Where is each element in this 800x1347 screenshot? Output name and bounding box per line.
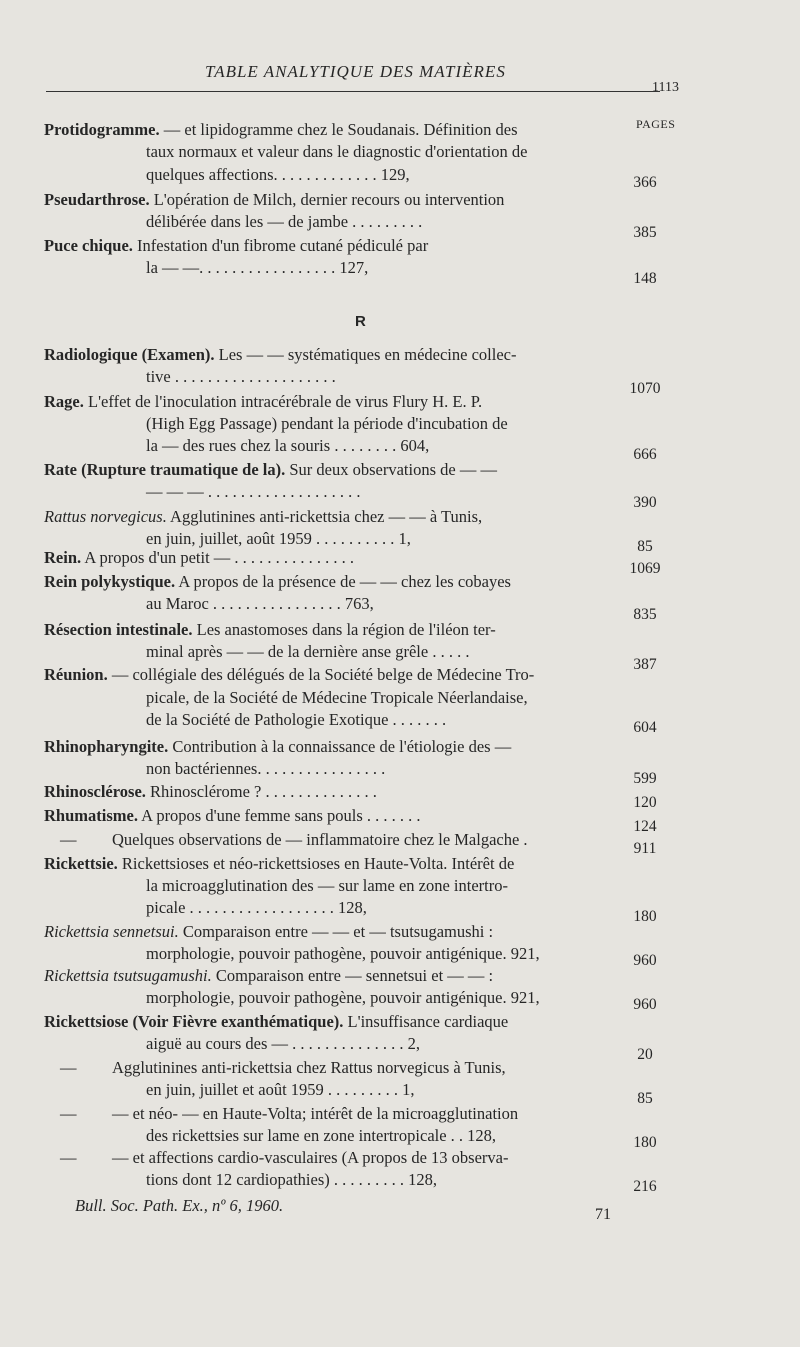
entry-text: Rickettsioses et néo-rickettsioses en Haute-Volta. Intérêt de <box>117 854 515 873</box>
index-entry-line <box>146 898 367 918</box>
repeat-dash: — <box>60 1058 77 1077</box>
entry-text: quelques affections. . . . . . . . . . . . . 129, <box>146 165 410 184</box>
entry-heading: Protidogramme. <box>44 120 160 139</box>
index-entry-line <box>146 988 540 1008</box>
entry-text: des rickettsies sur lame en zone intertropicale . . 128, <box>146 1126 497 1145</box>
index-entry-line <box>60 1104 518 1124</box>
entry-page-number: 120 <box>633 794 657 811</box>
entry-text: délibérée dans les — de jambe . . . . . . . . . <box>146 212 423 231</box>
signature-mark: 71 <box>595 1206 611 1223</box>
entry-text: aiguë au cours des — . . . . . . . . . . . . . . 2, <box>146 1034 421 1053</box>
entry-page-number: 1070 <box>629 380 661 397</box>
entry-heading: Pseudarthrose. <box>44 190 150 209</box>
index-entry-line <box>44 782 377 802</box>
entry-heading: Réunion. <box>44 665 108 684</box>
index-entry-line <box>44 236 428 256</box>
index-entry-line <box>44 572 511 592</box>
entry-text: Les — — systématiques en médecine collec- <box>214 345 517 364</box>
index-entry-line <box>146 1080 415 1100</box>
entry-text: — et affections cardio-vasculaires (A propos de 13 observa- <box>112 1148 509 1167</box>
index-entry-line <box>146 258 368 278</box>
index-entry-line <box>146 594 374 614</box>
entry-page-number: 835 <box>633 606 657 623</box>
index-entry-line <box>44 460 497 480</box>
entry-heading-italic: Rickettsia sennetsui. <box>44 922 179 941</box>
index-entry-line <box>44 190 504 210</box>
index-entry-line <box>44 665 534 685</box>
entry-text: Les anastomoses dans la région de l'iléon ter- <box>192 620 496 639</box>
index-entry-line <box>146 876 508 896</box>
header-rule <box>46 91 660 92</box>
index-entry-line <box>60 1148 508 1168</box>
repeat-dash: — <box>60 1148 77 1167</box>
entry-heading: Rein. <box>44 548 82 567</box>
entry-heading: Rhumatisme. <box>44 806 138 825</box>
entry-text: picale . . . . . . . . . . . . . . . . . . 128, <box>146 898 367 917</box>
entry-text: non bactériennes. . . . . . . . . . . . . . . . <box>146 759 386 778</box>
entry-text: la microagglutination des — sur lame en zone intertro- <box>146 876 508 895</box>
index-entry-line <box>146 642 469 662</box>
index-entry-line <box>146 529 411 549</box>
entry-page-number: 960 <box>633 996 657 1013</box>
entry-heading: Radiologique (Examen). <box>44 345 215 364</box>
index-entry-line <box>146 759 385 779</box>
entry-text: tions dont 12 cardiopathies) . . . . . . . . . 128, <box>146 1170 438 1189</box>
index-entry-line <box>44 1012 508 1032</box>
entry-heading: Rickettsiose (Voir Fièvre exanthématique). <box>44 1012 344 1031</box>
index-entry-line <box>146 710 446 730</box>
index-entry-line <box>60 830 528 850</box>
entry-text: Agglutinines anti-rickettsia chez — — à Tunis, <box>166 507 483 526</box>
index-entry-line <box>44 345 516 365</box>
entry-text: — et néo- — en Haute-Volta; intérêt de la microagglutination <box>112 1104 519 1123</box>
entry-page-number: 960 <box>633 952 657 969</box>
index-entry-line <box>44 806 421 826</box>
index-entry-line <box>146 482 361 502</box>
entry-heading-italic: Rattus norvegicus. <box>44 507 167 526</box>
entry-text: — collégiale des délégués de la Société belge de Médecine Tro- <box>107 665 535 684</box>
entry-text: morphologie, pouvoir pathogène, pouvoir antigénique. 921, <box>146 988 540 1007</box>
index-entry-line <box>146 944 540 964</box>
entry-heading: Puce chique. <box>44 236 133 255</box>
entry-text: Sur deux observations de — — <box>285 460 497 479</box>
index-entry-line <box>146 212 422 232</box>
index-entry-line <box>146 436 429 456</box>
entry-text: A propos de la présence de — — chez les cobayes <box>175 572 511 591</box>
index-entry-line <box>44 737 511 757</box>
entry-page-number: 148 <box>633 270 657 287</box>
index-entry-line <box>44 620 496 640</box>
entry-text: la — des rues chez la souris . . . . . . . . 604, <box>146 436 430 455</box>
entry-text: picale, de la Société de Médecine Tropicale Néerlandaise, <box>146 688 528 707</box>
running-header-title: TABLE ANALYTIQUE DES MATIÈRES <box>205 62 506 81</box>
entry-heading: Rage. <box>44 392 84 411</box>
index-entry-line <box>146 688 528 708</box>
entry-heading: Rhinosclérose. <box>44 782 146 801</box>
entry-text: Comparaison entre — sennetsui et — — : <box>211 966 494 985</box>
entry-text: en juin, juillet et août 1959 . . . . . . . . . 1, <box>146 1080 415 1099</box>
entry-text: au Maroc . . . . . . . . . . . . . . . . 763, <box>146 594 374 613</box>
index-entry-line <box>60 1058 506 1078</box>
entry-text: Agglutinines anti-rickettsia chez Rattus norvegicus à Tunis, <box>112 1058 506 1077</box>
entry-text: la — —. . . . . . . . . . . . . . . . . 127, <box>146 258 369 277</box>
repeat-dash: — <box>60 830 77 849</box>
entry-page-number: 180 <box>633 1134 657 1151</box>
pages-column-label: PAGES <box>636 117 676 131</box>
index-entry-line <box>44 854 514 874</box>
index-entry-line <box>44 548 354 568</box>
entry-heading: Rickettsie. <box>44 854 118 873</box>
index-entry-line <box>146 414 508 434</box>
entry-page-number: 180 <box>633 908 657 925</box>
entry-text: L'effet de l'inoculation intracérébrale de virus Flury H. E. P. <box>83 392 483 411</box>
entry-heading: Résection intestinale. <box>44 620 193 639</box>
entry-page-number: 911 <box>633 840 657 857</box>
index-entry-line <box>146 142 527 162</box>
entry-page-number: 366 <box>633 174 657 191</box>
entry-text: Comparaison entre — — et — tsutsugamushi : <box>178 922 494 941</box>
entry-text: L'insuffisance cardiaque <box>343 1012 509 1031</box>
index-entry-line <box>146 1170 437 1190</box>
entry-page-number: 387 <box>633 656 657 673</box>
entry-page-number: 385 <box>633 224 657 241</box>
index-entry-line <box>146 1034 420 1054</box>
entry-text: de la Société de Pathologie Exotique . . . . . . . <box>146 710 447 729</box>
index-entry-line <box>146 367 336 387</box>
entry-text: (High Egg Passage) pendant la période d'incubation de <box>146 414 508 433</box>
index-entry-line <box>44 120 518 140</box>
entry-page-number: 216 <box>633 1178 657 1195</box>
entry-page-number: 20 <box>637 1046 653 1063</box>
entry-text: Rhinosclérome ? . . . . . . . . . . . . . . <box>145 782 377 801</box>
entry-heading: Rein polykystique. <box>44 572 176 591</box>
entry-text: — — — . . . . . . . . . . . . . . . . . . . <box>146 482 361 501</box>
repeat-dash: — <box>60 1104 77 1123</box>
entry-heading: Rate (Rupture traumatique de la). <box>44 460 286 479</box>
entry-text: Quelques observations de — inflammatoire chez le Malgache . <box>112 830 528 849</box>
entry-text: morphologie, pouvoir pathogène, pouvoir antigénique. 921, <box>146 944 540 963</box>
index-entry-line <box>44 922 493 942</box>
entry-page-number: 85 <box>637 1090 653 1107</box>
footer-citation: Bull. Soc. Path. Ex., nº 6, 1960. <box>75 1196 284 1215</box>
index-entry-line <box>44 966 493 986</box>
section-letter: R <box>355 313 366 330</box>
entry-page-number: 390 <box>633 494 657 511</box>
entry-page-number: 666 <box>633 446 657 463</box>
index-entry-line <box>146 165 410 185</box>
entry-text: tive . . . . . . . . . . . . . . . . . . . . <box>146 367 336 386</box>
entry-text: A propos d'un petit — . . . . . . . . . . . . . . . <box>81 548 355 567</box>
entry-page-number: 85 <box>637 538 653 555</box>
entry-text: — et lipidogramme chez le Soudanais. Définition des <box>159 120 518 139</box>
entry-text: Infestation d'un fibrome cutané pédiculé par <box>132 236 429 255</box>
entry-text: minal après — — de la dernière anse grêle . . . . . <box>146 642 470 661</box>
index-entry-line <box>44 507 482 527</box>
page-number: 1113 <box>652 80 679 95</box>
entry-text: Contribution à la connaissance de l'étiologie des — <box>168 737 512 756</box>
index-entry-line <box>44 392 482 412</box>
entry-page-number: 599 <box>633 770 657 787</box>
entry-page-number: 1069 <box>629 560 661 577</box>
index-entry-line <box>146 1126 496 1146</box>
entry-text: en juin, juillet, août 1959 . . . . . . . . . . 1, <box>146 529 411 548</box>
entry-heading: Rhinopharyngite. <box>44 737 169 756</box>
entry-page-number: 604 <box>633 719 657 736</box>
entry-text: L'opération de Milch, dernier recours ou intervention <box>149 190 505 209</box>
entry-heading-italic: Rickettsia tsutsugamushi. <box>44 966 212 985</box>
entry-page-number: 124 <box>633 818 657 835</box>
entry-text: taux normaux et valeur dans le diagnostic d'orientation de <box>146 142 528 161</box>
entry-text: A propos d'une femme sans pouls . . . . . . . <box>137 806 421 825</box>
